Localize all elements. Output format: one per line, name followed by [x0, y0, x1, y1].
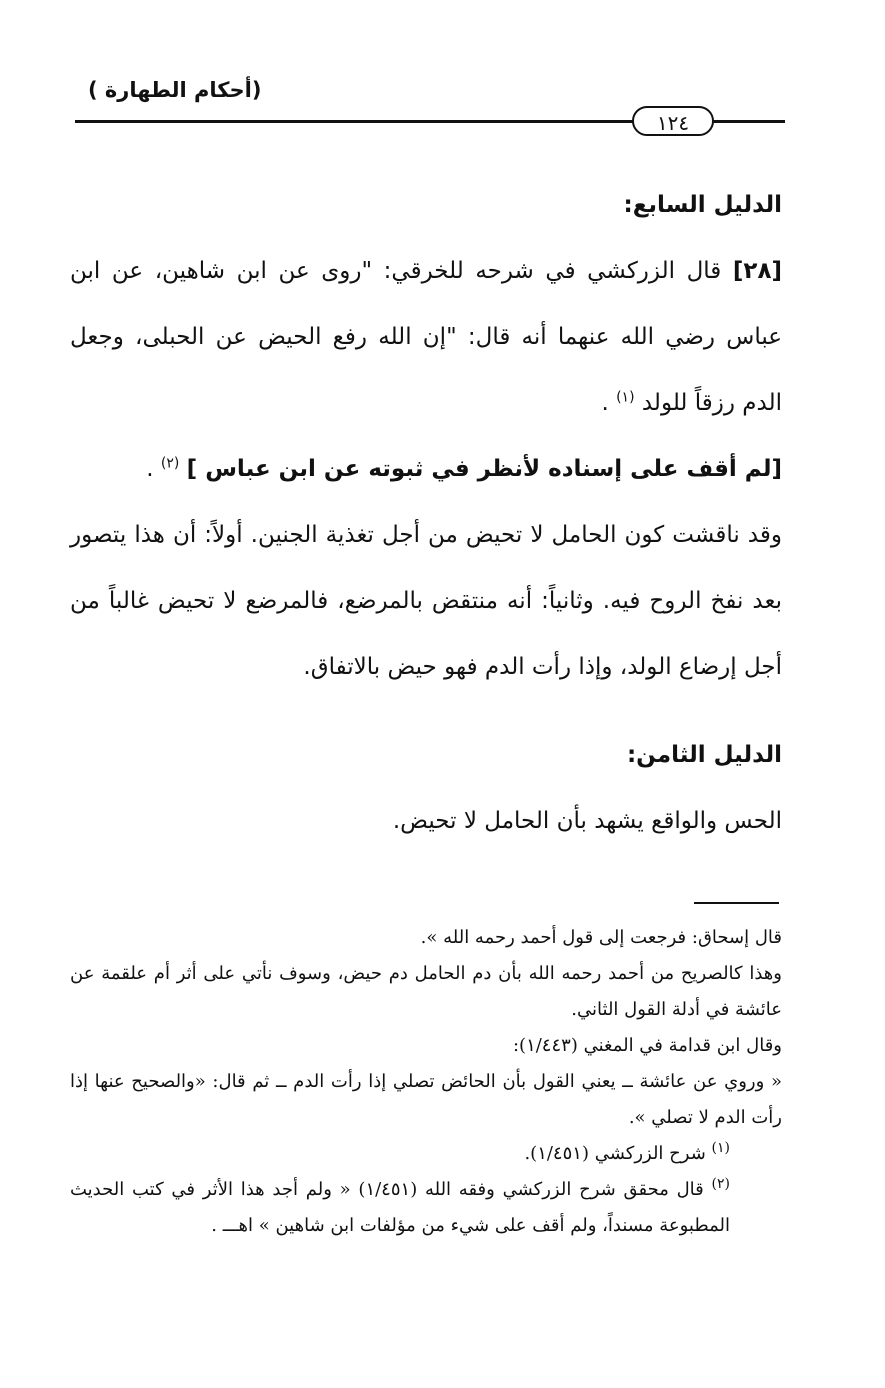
- paragraph-28-end: .: [601, 390, 609, 416]
- footnote-1-mark: (١): [711, 1140, 730, 1156]
- page-number-badge: ١٢٤: [632, 106, 714, 136]
- eighth-evidence-text: الحس والواقع يشهد بأن الحامل لا تحيض.: [392, 808, 782, 834]
- running-header-title: (أحكام الطهارة ): [88, 78, 262, 102]
- footnote-1-text: شرح الزركشي (١/٤٥١).: [524, 1143, 706, 1164]
- spacer: [70, 700, 782, 722]
- footnote-1: [70, 1136, 782, 1172]
- footnote-line: وهذا كالصريح من أحمد رحمه الله بأن دم الحامل دم حيض، وسوف نأتي على أثر أم علقمة عن عائشة في أدلة القول الثاني.: [70, 963, 782, 1020]
- main-text: [70, 172, 782, 854]
- footnote-separator: [694, 902, 779, 904]
- footnote-2: [70, 1172, 782, 1244]
- footnote-2-mark: (٢): [711, 1176, 730, 1192]
- heading-seventh-evidence: الدليل السابع:: [623, 192, 782, 218]
- paragraph-28: [70, 238, 782, 436]
- author-note-end: .: [146, 456, 154, 482]
- footnote-2-text: قال محقق شرح الزركشي وفقه الله (١/٤٥١) « ولم أجد هذا الأثر في كتب الحديث المطبوعة مسنداً، ولم أقف على شيء من مؤلفات ابن شاهين » اهـــ .: [70, 1179, 730, 1236]
- discussion-paragraph: وقد ناقشت كون الحامل لا تحيض من أجل تغذية الجنين. أولاً: أن هذا يتصور بعد نفخ الروح فيه. وثانياً: أنه منتقض بالمرضع، فالمرضع لا تحيض غالباً من أجل إرضاع الولد، وإذا رأت الدم فهو حيض بالاتفاق.: [70, 522, 782, 680]
- author-note-text: [لم أقف على إسناده لأنظر في ثبوته عن ابن عباس ]: [186, 456, 782, 482]
- heading-eighth-evidence: الدليل الثامن:: [626, 742, 782, 768]
- footnote-line: قال إسحاق: فرجعت إلى قول أحمد رحمه الله ».: [420, 927, 782, 948]
- footnote-line: وقال ابن قدامة في المغني (١/٤٤٣):: [512, 1035, 782, 1056]
- paragraph-number: [٢٨]: [732, 258, 783, 284]
- footnote-line: « وروي عن عائشة ــ يعني القول بأن الحائض تصلي إذا رأت الدم ــ ثم قال: «والصحيح عنها إذا رأت الدم لا تصلي ».: [70, 1071, 782, 1128]
- author-note: [70, 436, 782, 502]
- footnote-ref-1[interactable]: (١): [616, 389, 635, 406]
- footnote-ref-2[interactable]: (٢): [160, 455, 180, 472]
- footnotes-section: [70, 920, 782, 1244]
- paragraph-28-text: قال الزركشي في شرحه للخرقي: "روى عن ابن شاهين، عن ابن عباس رضي الله عنهما أنه قال: "إن الله رفع الحيض عن الحبلى، وجعل الدم رزقاً للولد: [70, 258, 782, 416]
